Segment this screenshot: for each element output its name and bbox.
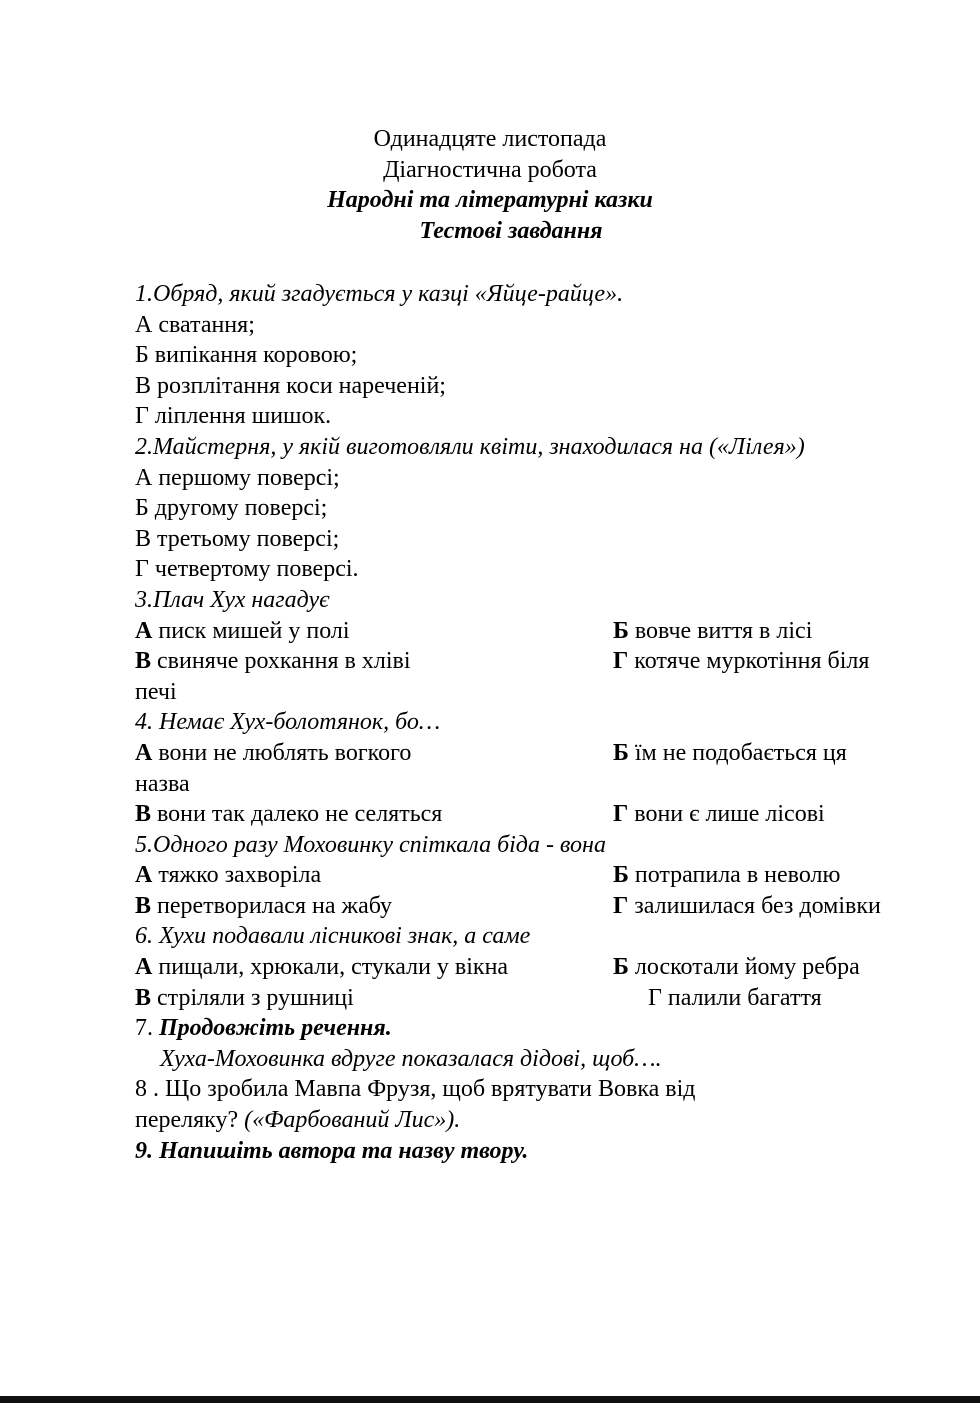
- option-text: потрапила в неволю: [628, 862, 841, 889]
- question-7-number: 7.: [135, 1015, 159, 1042]
- option-letter: А: [135, 862, 153, 889]
- option-letter: Г: [613, 648, 629, 675]
- question-5-option-b: [613, 860, 840, 891]
- option-letter: А: [135, 954, 153, 981]
- question-4-option-d: [613, 799, 825, 830]
- question-3-prompt: 3.Плач Хух нагадує: [135, 586, 330, 613]
- question-4-row-1: [135, 738, 925, 769]
- option-text: писк мишей у полі: [152, 617, 350, 644]
- question-4-option-a: [135, 740, 411, 766]
- subtitle: Тестові завдання: [419, 217, 603, 244]
- option-text: залишилася без домівки: [628, 892, 881, 919]
- question-8-line-1: 8 . Що зробила Мавпа Фрузя, щоб врятувати Вовка від: [135, 1076, 696, 1103]
- option-text: тяжко захворіла: [152, 862, 322, 889]
- question-6-row-1: [135, 952, 925, 983]
- questions-list: [135, 279, 925, 1166]
- question-6-row-2: [135, 983, 925, 1014]
- option-letter: Б: [613, 617, 629, 644]
- question-7-continuation: Хуха-Моховинка вдруге показалася дідові, щоб….: [160, 1045, 662, 1072]
- question-6-option-b: [613, 952, 860, 983]
- question-4-row-2: [135, 799, 925, 830]
- question-8-source: («Фарбований Лис»).: [244, 1107, 461, 1134]
- question-9-prompt: 9. Напишіть автора та назву твору.: [135, 1137, 529, 1164]
- question-3-wrap: печі: [135, 678, 177, 705]
- question-7-instruction: Продовжіть речення.: [159, 1015, 392, 1042]
- question-3-row-1: [135, 616, 925, 647]
- option-letter: В: [135, 801, 152, 828]
- question-1-option-b: Б випікання коровою;: [135, 342, 358, 369]
- work-type-line: Діагностична робота: [383, 156, 597, 183]
- option-letter: А: [135, 617, 153, 644]
- option-letter: В: [135, 648, 152, 675]
- option-text: лоскотали йому ребра: [628, 954, 860, 981]
- option-text: їм не подобається ця: [628, 739, 847, 766]
- question-7-prompt: [135, 1013, 925, 1044]
- question-5-prompt: 5.Одного разу Моховинку спіткала біда - вона: [135, 831, 606, 858]
- option-text: свиняче рохкання в хліві: [151, 648, 411, 675]
- question-3-row-2: [135, 646, 925, 677]
- question-4-option-c: [135, 801, 442, 827]
- question-2-prompt: 2.Майстерня, у якій виготовляли квіти, знаходилася на («Лілея»): [135, 433, 805, 460]
- option-letter: Б: [613, 739, 629, 766]
- option-text: вони не люблять вогкого: [152, 739, 412, 766]
- question-1-option-c: В розплітання коси нареченій;: [135, 372, 446, 399]
- question-3-option-d: [613, 646, 869, 677]
- document-header: [0, 124, 980, 246]
- option-letter: Б: [613, 954, 629, 981]
- topic-title: Народні та літературні казки: [327, 187, 653, 213]
- option-letter: Г: [613, 892, 629, 919]
- option-letter: А: [135, 739, 153, 766]
- question-6-option-c: [135, 985, 354, 1011]
- question-3-option-b: [613, 616, 812, 647]
- question-5-row-1: [135, 860, 925, 891]
- question-8-line-2: [135, 1105, 925, 1136]
- question-5-option-d: [613, 891, 881, 922]
- option-text: котяче муркотіння біля: [628, 648, 870, 675]
- question-2-option-d: Г четвертому поверсі.: [135, 556, 359, 583]
- question-2-option-a: А першому поверсі;: [135, 464, 340, 491]
- option-letter: В: [135, 984, 152, 1011]
- question-3-option-a: [135, 618, 350, 644]
- question-4-option-b: [613, 738, 847, 769]
- question-1-option-a: А сватання;: [135, 311, 255, 338]
- option-letter: Б: [613, 862, 629, 889]
- question-6-prompt: 6. Хухи подавали лісникові знак, а саме: [135, 923, 531, 950]
- question-6-option-a: [135, 954, 508, 980]
- option-text: пищали, хрюкали, стукали у вікна: [152, 954, 509, 981]
- question-2-option-c: В третьому поверсі;: [135, 525, 340, 552]
- date-line: Одинадцяте листопада: [373, 126, 607, 152]
- question-5-option-a: [135, 862, 321, 888]
- question-1-option-d: Г ліплення шишок.: [135, 403, 332, 430]
- bottom-edge-bar: [0, 1396, 980, 1403]
- question-6-option-d: Г палили багаття: [648, 984, 822, 1011]
- question-3-option-c: [135, 648, 411, 674]
- option-text: вони так далеко не селяться: [151, 801, 443, 828]
- question-8-text: переляку?: [135, 1107, 245, 1134]
- option-text: стріляли з рушниці: [151, 984, 354, 1011]
- question-5-option-c: [135, 893, 392, 919]
- question-5-row-2: [135, 891, 925, 922]
- option-text: перетворилася на жабу: [151, 892, 393, 919]
- question-2-option-b: Б другому поверсі;: [135, 495, 328, 522]
- option-text: вовче виття в лісі: [628, 617, 813, 644]
- option-letter: Г: [613, 801, 629, 828]
- question-1-prompt: 1.Обряд, який згадується у казці «Яйце-райце».: [135, 281, 624, 307]
- question-4-wrap: назва: [135, 770, 190, 797]
- option-text: вони є лише лісові: [628, 801, 825, 828]
- question-4-prompt: 4. Немає Хух-болотянок, бо…: [135, 709, 441, 736]
- option-letter: В: [135, 892, 152, 919]
